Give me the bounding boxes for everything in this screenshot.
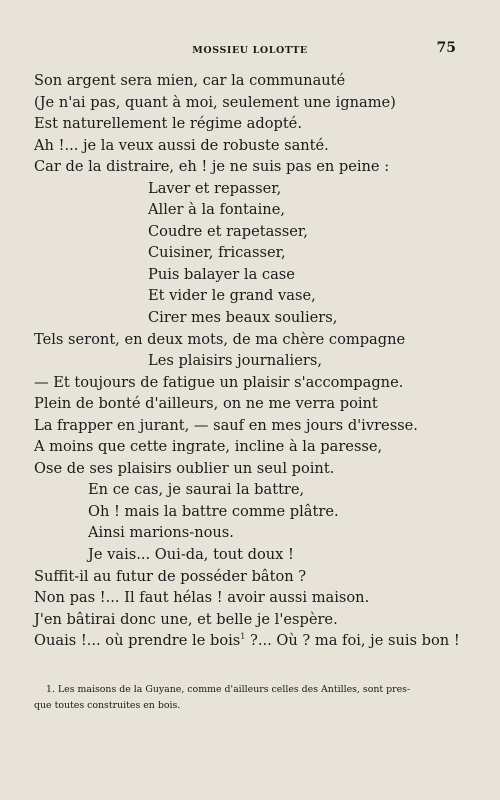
verse-line: Car de la distraire, eh ! je ne suis pas en peine : bbox=[34, 158, 390, 176]
footnote-line: que toutes construites en bois. bbox=[34, 699, 181, 711]
verse-line: J'en bâtirai donc une, et belle je l'espère. bbox=[34, 610, 338, 628]
verse-line: Suffit-il au futur de posséder bâton ? bbox=[34, 567, 307, 585]
verse-line: Aller à la fontaine, bbox=[148, 201, 285, 219]
verse-line: Je vais... Oui-da, tout doux ! bbox=[88, 546, 294, 564]
verse-line: — Et toujours de fatigue un plaisir s'accompagne. bbox=[34, 373, 404, 391]
verse-text: Ouais !... où prendre le bois bbox=[34, 632, 241, 650]
verse-line: Son argent sera mien, car la communauté bbox=[34, 72, 346, 89]
verse-line: Puis balayer la case bbox=[148, 265, 295, 283]
verse-line: Et vider le grand vase, bbox=[148, 287, 316, 305]
running-title: MOSSIEU LOLOTTE bbox=[192, 45, 308, 56]
footnote-marker[interactable]: 1 bbox=[240, 632, 246, 642]
verse-line: Plein de bonté d'ailleurs, on ne me verra point bbox=[34, 395, 378, 413]
verse-text-continued: ?... Où ? ma foi, je suis bon ! bbox=[245, 632, 460, 650]
verse-line: Les plaisirs journaliers, bbox=[148, 352, 322, 370]
poem-body bbox=[0, 70, 500, 652]
verse-line: Ah !... je la veux aussi de robuste santé. bbox=[34, 136, 329, 154]
verse-line: Laver et repasser, bbox=[148, 179, 282, 197]
verse-line: Oh ! mais la battre comme plâtre. bbox=[88, 502, 339, 520]
verse-line: Ainsi marions-nous. bbox=[88, 524, 234, 542]
verse-line: Ose de ses plaisirs oublier un seul point. bbox=[34, 459, 335, 477]
verse-line: En ce cas, je saurai la battre, bbox=[88, 481, 305, 499]
verse-line: A moins que cette ingrate, incline à la paresse, bbox=[34, 438, 383, 456]
verse-line: La frapper en jurant, — sauf en mes jours d'ivresse. bbox=[34, 416, 418, 434]
footnote bbox=[34, 682, 466, 713]
verse-line: Tels seront, en deux mots, de ma chère compagne bbox=[34, 330, 406, 348]
verse-line bbox=[0, 630, 500, 652]
page-number: 75 bbox=[436, 40, 456, 56]
verse-line: Est naturellement le régime adopté. bbox=[34, 115, 302, 133]
verse-line: Cirer mes beaux souliers, bbox=[148, 309, 338, 327]
verse-line: (Je n'ai pas, quant à moi, seulement une igname) bbox=[34, 93, 396, 111]
footnote-line: 1. Les maisons de la Guyane, comme d'ailleurs celles des Antilles, sont pres- bbox=[46, 684, 411, 695]
verse-line: Coudre et rapetasser, bbox=[148, 222, 308, 240]
verse-line: Non pas !... Il faut hélas ! avoir aussi maison. bbox=[34, 589, 370, 607]
verse-line: Cuisiner, fricasser, bbox=[148, 244, 286, 262]
